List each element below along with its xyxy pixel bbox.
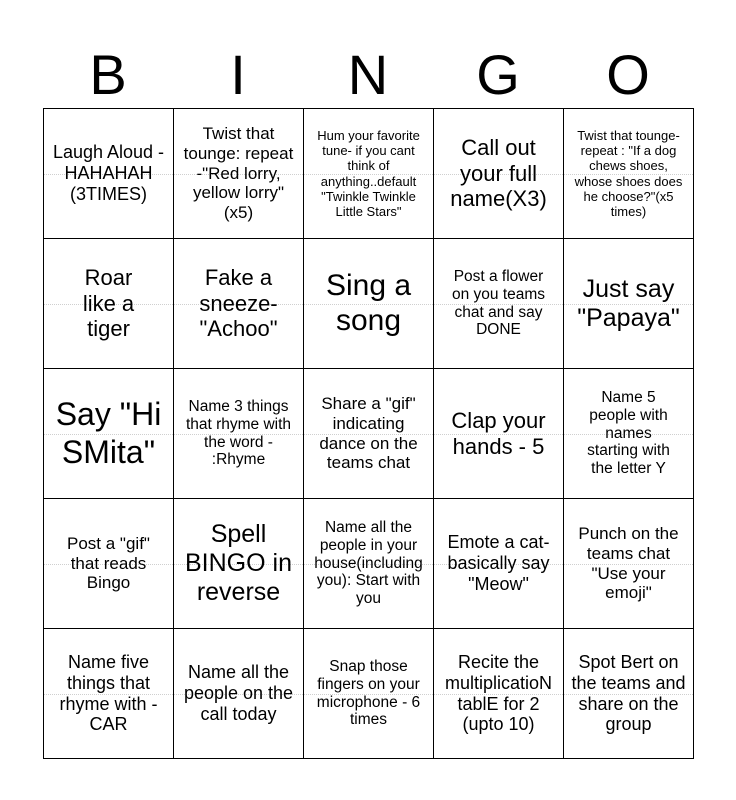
cell-text: Share a "gif" indicating dance on the teams chat bbox=[319, 394, 418, 473]
cell-text: Sing a song bbox=[325, 268, 412, 337]
cell-text: Name all the people in your house(including you): Start with you bbox=[314, 518, 423, 608]
bingo-cell-r3c4[interactable] bbox=[434, 369, 564, 499]
cell-text: Name 5 people with names starting with the letter Y bbox=[587, 388, 670, 478]
cell-text: Name 3 things that rhyme with the word - :Rhyme bbox=[185, 397, 292, 469]
header-letter-i: I bbox=[230, 43, 246, 106]
bingo-cell-r5c2[interactable] bbox=[174, 629, 304, 759]
cell-text: Name all the people on the call today bbox=[183, 662, 294, 724]
bingo-cell-r4c3[interactable] bbox=[304, 499, 434, 629]
cell-text: Laugh Aloud - HAHAHAH (3TIMES) bbox=[52, 142, 165, 204]
bingo-cell-r2c4[interactable] bbox=[434, 239, 564, 369]
cell-text: Say "Hi SMita" bbox=[55, 396, 162, 470]
header-letter-b: B bbox=[89, 43, 127, 106]
cell-text: Twist that tounge-repeat : "If a dog chews shoes, whose shoes does he choose?"(x5 times) bbox=[574, 128, 683, 219]
bingo-cell-r1c2[interactable] bbox=[174, 109, 304, 239]
bingo-cell-r3c3[interactable] bbox=[304, 369, 434, 499]
bingo-cell-r2c3[interactable] bbox=[304, 239, 434, 369]
bingo-cell-r1c5[interactable] bbox=[564, 109, 694, 239]
bingo-cell-r3c1[interactable] bbox=[44, 369, 174, 499]
cell-text: Snap those fingers on your microphone - 6 times bbox=[316, 657, 421, 729]
cell-text: Recite the multiplicatioN tablE for 2 (upto 10) bbox=[444, 651, 553, 735]
cell-text: Twist that tounge: repeat -"Red lorry, yellow lorry" (x5) bbox=[183, 124, 294, 223]
cell-text: Spell BINGO in reverse bbox=[185, 520, 292, 606]
bingo-cell-r5c4[interactable] bbox=[434, 629, 564, 759]
cell-text: Clap your hands - 5 bbox=[451, 407, 546, 459]
bingo-cell-r3c5[interactable] bbox=[564, 369, 694, 499]
bingo-cell-r2c1[interactable] bbox=[44, 239, 174, 369]
bingo-cell-r2c2[interactable] bbox=[174, 239, 304, 369]
bingo-cell-r4c1[interactable] bbox=[44, 499, 174, 629]
cell-text: Punch on the teams chat "Use your emoji" bbox=[578, 524, 679, 603]
cell-text: Emote a cat-basically say "Meow" bbox=[447, 532, 550, 594]
cell-text: Post a "gif" that reads Bingo bbox=[67, 533, 150, 593]
header-letter-o: O bbox=[606, 43, 650, 106]
bingo-cell-r1c3[interactable] bbox=[304, 109, 434, 239]
bingo-cell-r3c2[interactable] bbox=[174, 369, 304, 499]
cell-text: Hum your favorite tune- if you cant think of anything..default "Twinkle Twinkle Little Stars" bbox=[317, 128, 420, 219]
bingo-cell-r1c1[interactable] bbox=[44, 109, 174, 239]
cell-text: Call out your full name(X3) bbox=[450, 135, 547, 212]
cell-text: Roar like a tiger bbox=[82, 265, 135, 342]
bingo-cell-r5c1[interactable] bbox=[44, 629, 174, 759]
bingo-cell-r4c4[interactable] bbox=[434, 499, 564, 629]
bingo-board bbox=[43, 108, 694, 759]
cell-text: Fake a sneeze-"Achoo" bbox=[199, 265, 278, 342]
cell-text: Post a flower on you teams chat and say DONE bbox=[451, 267, 546, 339]
cell-text: Spot Bert on the teams and share on the group bbox=[571, 651, 686, 735]
cell-text: Just say "Papaya" bbox=[577, 274, 680, 332]
bingo-cell-r1c4[interactable] bbox=[434, 109, 564, 239]
header-letter-n: N bbox=[347, 43, 389, 106]
bingo-header bbox=[43, 42, 693, 108]
bingo-cell-r2c5[interactable] bbox=[564, 239, 694, 369]
header-letter-g: G bbox=[476, 43, 520, 106]
bingo-cell-r5c5[interactable] bbox=[564, 629, 694, 759]
bingo-cell-r4c2[interactable] bbox=[174, 499, 304, 629]
cell-text: Name five things that rhyme with - CAR bbox=[59, 651, 158, 735]
bingo-cell-r4c5[interactable] bbox=[564, 499, 694, 629]
bingo-cell-r5c3[interactable] bbox=[304, 629, 434, 759]
